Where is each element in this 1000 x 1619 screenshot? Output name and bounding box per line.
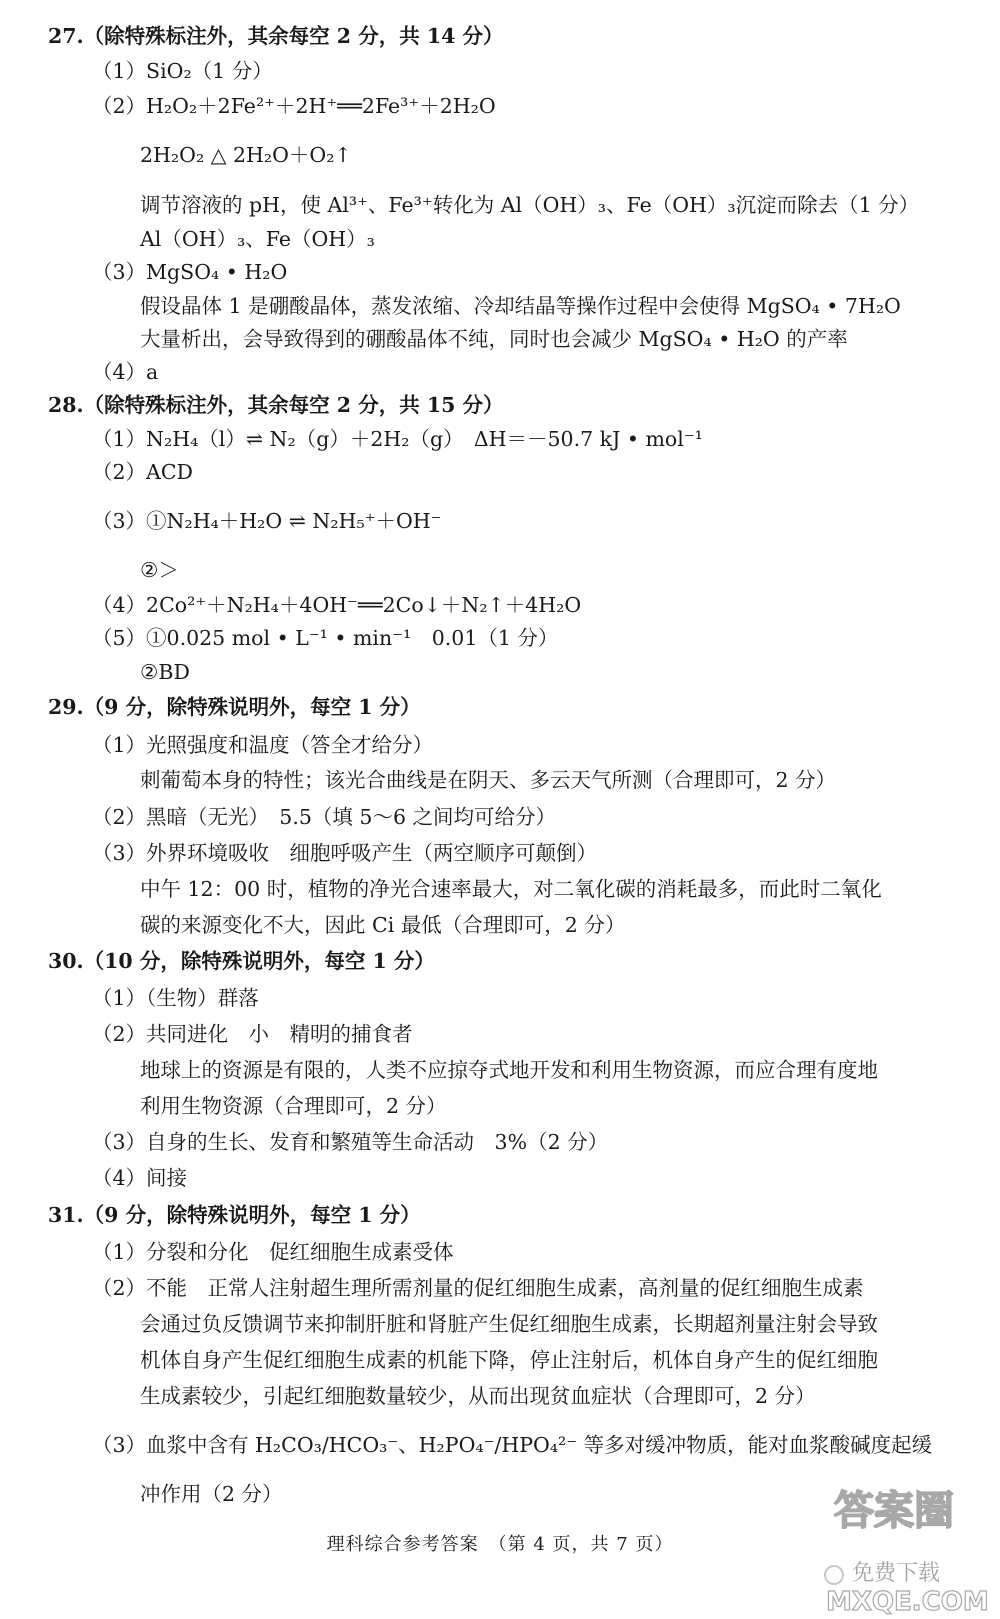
q30-part4: （4）间接 <box>92 1166 188 1190</box>
q30-part2-text1: 地球上的资源是有限的，人类不应掠夺式地开发和利用生物资源，而应合理有度地 <box>140 1058 878 1082</box>
q28-part3: （3）①N₂H₄＋H₂O ⇌ N₂H₅⁺＋OH⁻ <box>92 509 442 533</box>
q31-header: 31.（9 分，除特殊说明外，每空 1 分） <box>48 1203 421 1227</box>
q27-part2-equation1: H₂O₂＋2Fe²⁺＋2H⁺══2Fe³⁺＋2H₂O <box>146 94 496 118</box>
q27-part2-text1: 调节溶液的 pH，使 Al³⁺、Fe³⁺转化为 Al（OH）₃、Fe（OH）₃沉淀而除去（1 分） <box>140 193 920 217</box>
q31-part2-text1: 会通过负反馈调节来抑制肝脏和肾脏产生促红细胞生成素，长期超剂量注射会导致 <box>140 1312 878 1336</box>
q31-part2: （2）不能 正常人注射超生理所需剂量的促红细胞生成素，高剂量的促红细胞生成素 <box>92 1276 864 1300</box>
q28-part4: （4）2Co²⁺＋N₂H₄＋4OH⁻══2Co↓＋N₂↑＋4H₂O <box>92 593 582 617</box>
q29-header: 29.（9 分，除特殊说明外，每空 1 分） <box>48 695 421 719</box>
watermark-bottom-text: MXQE.COM <box>826 1587 989 1616</box>
watermark-top-text: 答案圈 <box>834 1488 954 1534</box>
q31-part1: （1）分裂和分化 促红细胞生成素受体 <box>92 1240 454 1264</box>
q30-part2-text2: 利用生物资源（合理即可，2 分） <box>140 1094 447 1118</box>
q27-part3-text1: 假设晶体 1 是硼酸晶体，蒸发浓缩、冷却结晶等操作过程中会使得 MgSO₄ • 7H₂O <box>140 294 901 318</box>
q27-part4: （4）a <box>92 360 159 384</box>
q27-part3: （3）MgSO₄ • H₂O <box>92 260 288 284</box>
q31-part2-text3: 生成素较少，引起红细胞数量较少，从而出现贫血症状（合理即可，2 分） <box>140 1384 816 1408</box>
q27-part1: （1）SiO₂（1 分） <box>92 59 273 83</box>
wechat-bubble-icon <box>825 1566 843 1584</box>
q30-part3: （3）自身的生长、发育和繁殖等生命活动 3%（2 分） <box>92 1130 609 1154</box>
watermark-mid-text: 免费下载 <box>852 1561 941 1586</box>
q29-part1-text: 刺葡萄本身的特性；该光合曲线是在阴天、多云天气所测（合理即可，2 分） <box>140 768 837 792</box>
q29-part3: （3）外界环境吸收 细胞呼吸产生（两空顺序可颠倒） <box>92 841 598 865</box>
q28-part2: （2）ACD <box>92 460 193 484</box>
q29-part2: （2）黑暗（无光） 5.5（填 5～6 之间均可给分） <box>92 805 557 829</box>
q31-part2-text2: 机体自身产生促红细胞生成素的机能下降，停止注射后，机体自身产生的促红细胞 <box>140 1348 878 1372</box>
q27-header: 27.（除特殊标注外，其余每空 2 分，共 14 分） <box>48 24 504 48</box>
q28-part5-b: ②BD <box>140 660 190 684</box>
q27-part2-label: （2） <box>92 94 147 118</box>
q31-part3: （3）血浆中含有 H₂CO₃/HCO₃⁻、H₂PO₄⁻/HPO₄²⁻ 等多对缓冲物质，能对血浆酸碱度起缓 <box>92 1433 933 1457</box>
q31-part3-text: 冲作用（2 分） <box>140 1482 283 1506</box>
q27-part2 <box>92 92 496 120</box>
q27-part3-text2: 大量析出，会导致得到的硼酸晶体不纯，同时也会减少 MgSO₄ • H₂O 的产率 <box>140 327 848 351</box>
page-footer: 理科综合参考答案 （第 4 页，共 7 页） <box>326 1534 674 1555</box>
q29-part3-text1: 中午 12：00 时，植物的净光合速率最大，对二氧化碳的消耗最多，而此时二氧化 <box>140 877 882 901</box>
q30-part2: （2）共同进化 小 精明的捕食者 <box>92 1022 413 1046</box>
q30-part1: （1）（生物）群落 <box>92 986 259 1010</box>
q28-part5: （5）①0.025 mol • L⁻¹ • min⁻¹ 0.01（1 分） <box>92 626 559 650</box>
q29-part1: （1）光照强度和温度（答全才给分） <box>92 733 434 757</box>
q27-part2-equation2: 2H₂O₂ △ 2H₂O＋O₂↑ <box>140 143 352 167</box>
q28-header: 28.（除特殊标注外，其余每空 2 分，共 15 分） <box>48 393 504 417</box>
q27-part2-text2: Al（OH）₃、Fe（OH）₃ <box>140 227 375 251</box>
q28-part3-b: ②＞ <box>140 558 179 582</box>
q30-header: 30.（10 分，除特殊说明外，每空 1 分） <box>48 949 435 973</box>
q28-part1: （1）N₂H₄（l）⇌ N₂（g）＋2H₂（g） ΔH＝－50.7 kJ • mol⁻¹ <box>92 427 703 451</box>
watermark-logo <box>808 1476 994 1616</box>
q29-part3-text2: 碳的来源变化不大，因此 Ci 最低（合理即可，2 分） <box>140 913 626 937</box>
